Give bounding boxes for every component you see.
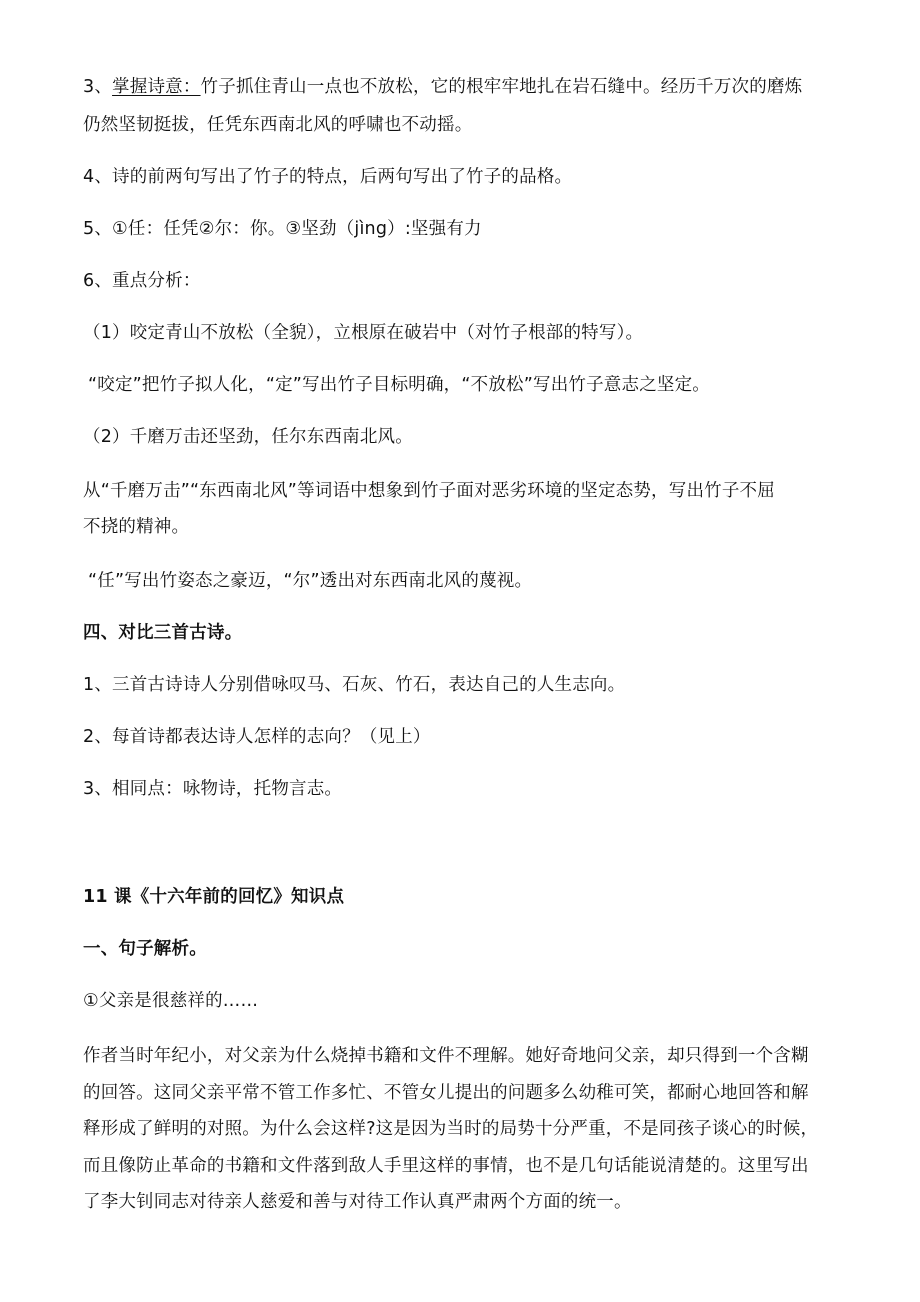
item-keyword: 掌握诗意： xyxy=(112,77,201,97)
compare-item-3: 3、相同点：咏物诗，托物言志。 xyxy=(83,779,343,799)
analysis-2-text-2: “任”写出竹姿态之豪迈，“尔”透出对东西南北风的蔑视。 xyxy=(88,571,533,591)
analysis-1-text: “咬定”把竹子拟人化，“定”写出竹子目标明确，“不放松”写出竹子意志之坚定。 xyxy=(88,375,710,395)
paragraph-line: 释形成了鲜明的对照。为什么会这样?这是因为当时的局势十分严重，不是同孩子谈心的时候， xyxy=(83,1119,819,1139)
analysis-2-text-line-1: 从“千磨万击”“东西南北风”等词语中想象到竹子面对恶劣环境的坚定态势，写出竹子不屈 xyxy=(83,481,775,501)
analysis-1-title: （1）咬定青山不放松（全貌），立根原在破岩中（对竹子根部的特写）。 xyxy=(83,323,644,343)
lesson-11-title: 11 课《十六年前的回忆》知识点 xyxy=(83,887,345,907)
lesson-11-heading: 一、句子解析。 xyxy=(83,939,207,959)
poem-meaning-continued: 仍然坚韧挺拔，任凭东西南北风的呼啸也不动摇。 xyxy=(83,115,473,135)
paragraph-line: 而且像防止革命的书籍和文件落到敌人手里这样的事情，也不是几句话能说清楚的。这里写出 xyxy=(83,1155,809,1176)
item-text: 竹子抓住青山一点也不放松，它的根牢牢地扎在岩石缝中。经历千万次的磨炼 xyxy=(200,77,803,97)
sentence-1-analysis xyxy=(83,1038,858,1221)
paragraph-line: 的回答。这同父亲平常不管工作多忙、不管女儿提出的问题多么幼稚可笑，都耐心地回答和解 xyxy=(83,1082,809,1103)
key-analysis-label: 6、重点分析： xyxy=(83,271,201,291)
poem-structure-item: 4、诗的前两句写出了竹子的特点，后两句写出了竹子的品格。 xyxy=(83,167,573,187)
analysis-2-text-line-2: 不挠的精神。 xyxy=(83,517,190,537)
word-meaning-item: 5、①任：任凭②尔：你。③坚劲（jìng）:坚强有力 xyxy=(83,219,482,239)
paragraph-line: 作者当时年纪小，对父亲为什么烧掉书籍和文件不理解。她好奇地问父亲，却只得到一个含糊 xyxy=(83,1046,809,1066)
paragraph-line: 了李大钊同志对待亲人慈爱和善与对待工作认真严肃两个方面的统一。 xyxy=(83,1192,632,1212)
compare-item-1: 1、三首古诗诗人分别借咏叹马、石灰、竹石，表达自己的人生志向。 xyxy=(83,675,626,695)
compare-item-2: 2、每首诗都表达诗人怎样的志向？（见上） xyxy=(83,727,431,747)
poem-meaning-item xyxy=(83,70,858,104)
compare-heading: 四、对比三首古诗。 xyxy=(83,623,243,643)
sentence-1: ①父亲是很慈祥的…… xyxy=(83,991,259,1011)
item-number: 3、 xyxy=(83,77,113,97)
analysis-2-title: （2）千磨万击还坚劲，任尔东西南北风。 xyxy=(83,427,413,447)
